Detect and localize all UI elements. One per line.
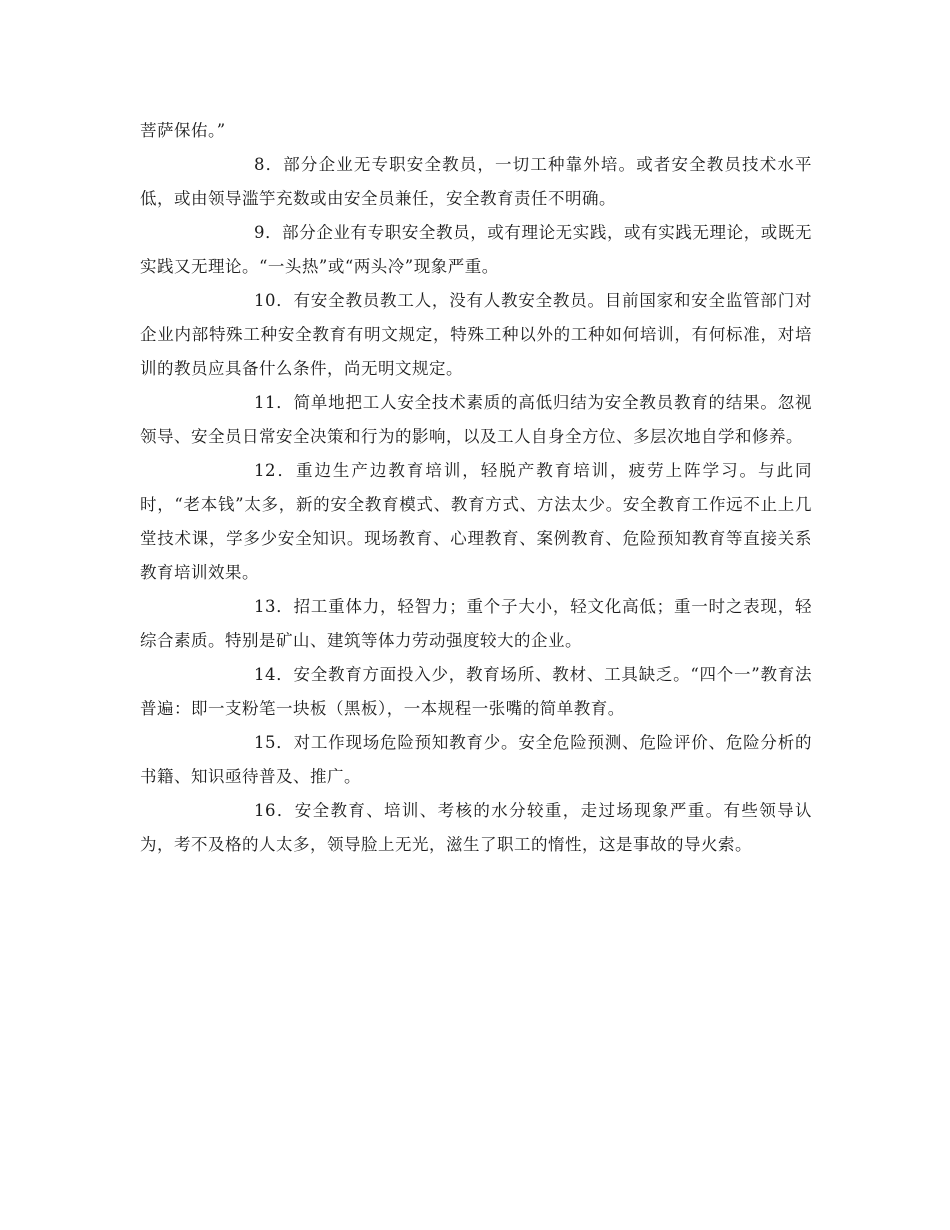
paragraph-item-9: 9．部分企业有专职安全教员，或有理论无实践，或有实践无理论，或既无实践又无理论。“一头热”或“两头冷”现象严重。 <box>140 223 812 276</box>
paragraph-item-13: 13．招工重体力，轻智力；重个子大小，轻文化高低；重一时之表现，轻综合素质。特别是矿山、建筑等体力劳动强度较大的企业。 <box>140 597 812 650</box>
paragraph-item-15: 15．对工作现场危险预知教育少。安全危险预测、危险评价、危险分析的书籍、知识亟待普及、推广。 <box>140 733 812 786</box>
document-body <box>140 114 812 862</box>
paragraph-item-14: 14．安全教育方面投入少，教育场所、教材、工具缺乏。“四个一”教育法普遍：即一支粉笔一块板（黑板），一本规程一张嘴的简单教育。 <box>140 665 812 718</box>
paragraph-item-8: 8．部分企业无专职安全教员，一切工种靠外培。或者安全教员技术水平低，或由领导滥竽充数或由安全员兼任，安全教育责任不明确。 <box>140 155 812 208</box>
paragraph-continuation: 菩萨保佑。” <box>140 121 226 140</box>
paragraph-item-11: 11．简单地把工人安全技术素质的高低归结为安全教员教育的结果。忽视领导、安全员日常安全决策和行为的影响，以及工人自身全方位、多层次地自学和修养。 <box>140 393 812 446</box>
paragraph-item-16: 16．安全教育、培训、考核的水分较重，走过场现象严重。有些领导认为，考不及格的人太多，领导脸上无光，滋生了职工的惰性，这是事故的导火索。 <box>140 801 812 854</box>
paragraph-item-12: 12．重边生产边教育培训，轻脱产教育培训，疲劳上阵学习。与此同时，“老本钱”太多，新的安全教育模式、教育方式、方法太少。安全教育工作远不止上几堂技术课，学多少安全知识。现场教育、心理教育、案例教育、危险预知教育等直接关系教育培训效果。 <box>140 461 812 582</box>
paragraph-item-10: 10．有安全教员教工人，没有人教安全教员。目前国家和安全监管部门对企业内部特殊工种安全教育有明文规定，特殊工种以外的工种如何培训，有何标准，对培训的教员应具备什么条件，尚无明文规定。 <box>140 291 812 378</box>
